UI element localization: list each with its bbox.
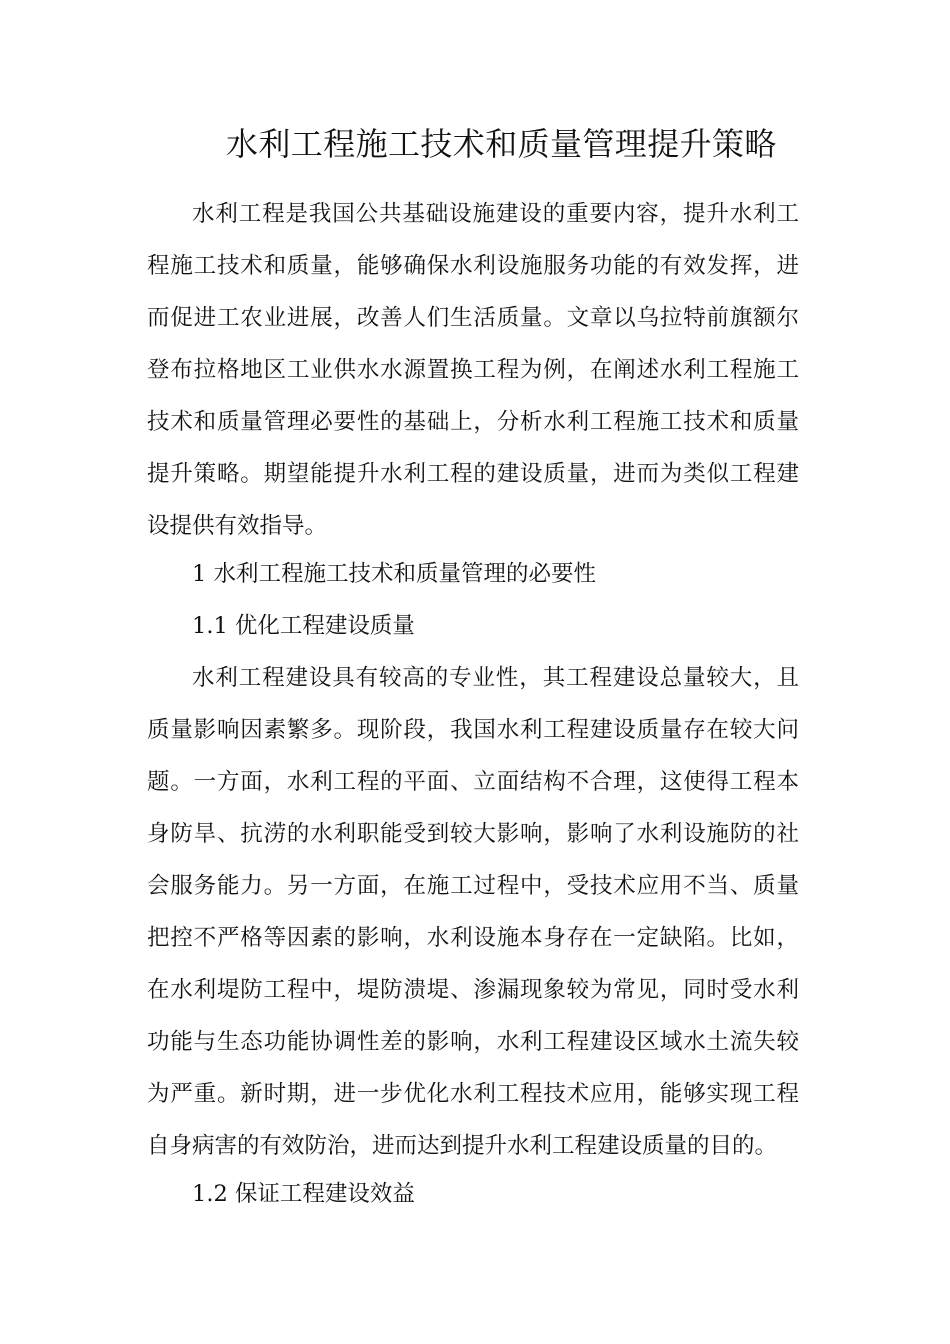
section-1-2-heading: 1.2 保证工程建设效益 bbox=[192, 1181, 415, 1207]
section-1-1-paragraph: 水利工程建设具有较高的专业性，其工程建设总量较大，且质量影响因素繁多。现阶段，我国水利工程建设质量存在较大问题。一方面，水利工程的平面、立面结构不合理，这使得工程本身防旱、抗涝的水利职能受到较大影响，影响了水利设施防的社会服务能力。另一方面，在施工过程中，受技术应用不当、质量把控不严格等因素的影响，水利设施本身存在一定缺陷。比如，在水利堤防工程中，堤防溃堤、渗漏现象较为常见，同时受水利功能与生态功能协调性差的影响，水利工程建设区域水土流失较为严重。新时期，进一步优化水利工程技术应用，能够实现工程自身病害的有效防治，进而达到提升水利工程建设质量的目的。 bbox=[147, 665, 799, 1159]
section-1-heading: 1 水利工程施工技术和质量管理的必要性 bbox=[192, 561, 596, 587]
document-title: 水利工程施工技术和质量管理提升策略 bbox=[226, 125, 777, 163]
intro-paragraph: 水利工程是我国公共基础设施建设的重要内容，提升水利工程施工技术和质量，能够确保水利设施服务功能的有效发挥，进而促进工农业进展，改善人们生活质量。文章以乌拉特前旗额尔登布拉格地区工业供水水源置换工程为例，在阐述水利工程施工技术和质量管理必要性的基础上，分析水利工程施工技术和质量提升策略。期望能提升水利工程的建设质量，进而为类似工程建设提供有效指导。 bbox=[147, 201, 799, 539]
section-1-1-heading: 1.1 优化工程建设质量 bbox=[192, 613, 415, 639]
